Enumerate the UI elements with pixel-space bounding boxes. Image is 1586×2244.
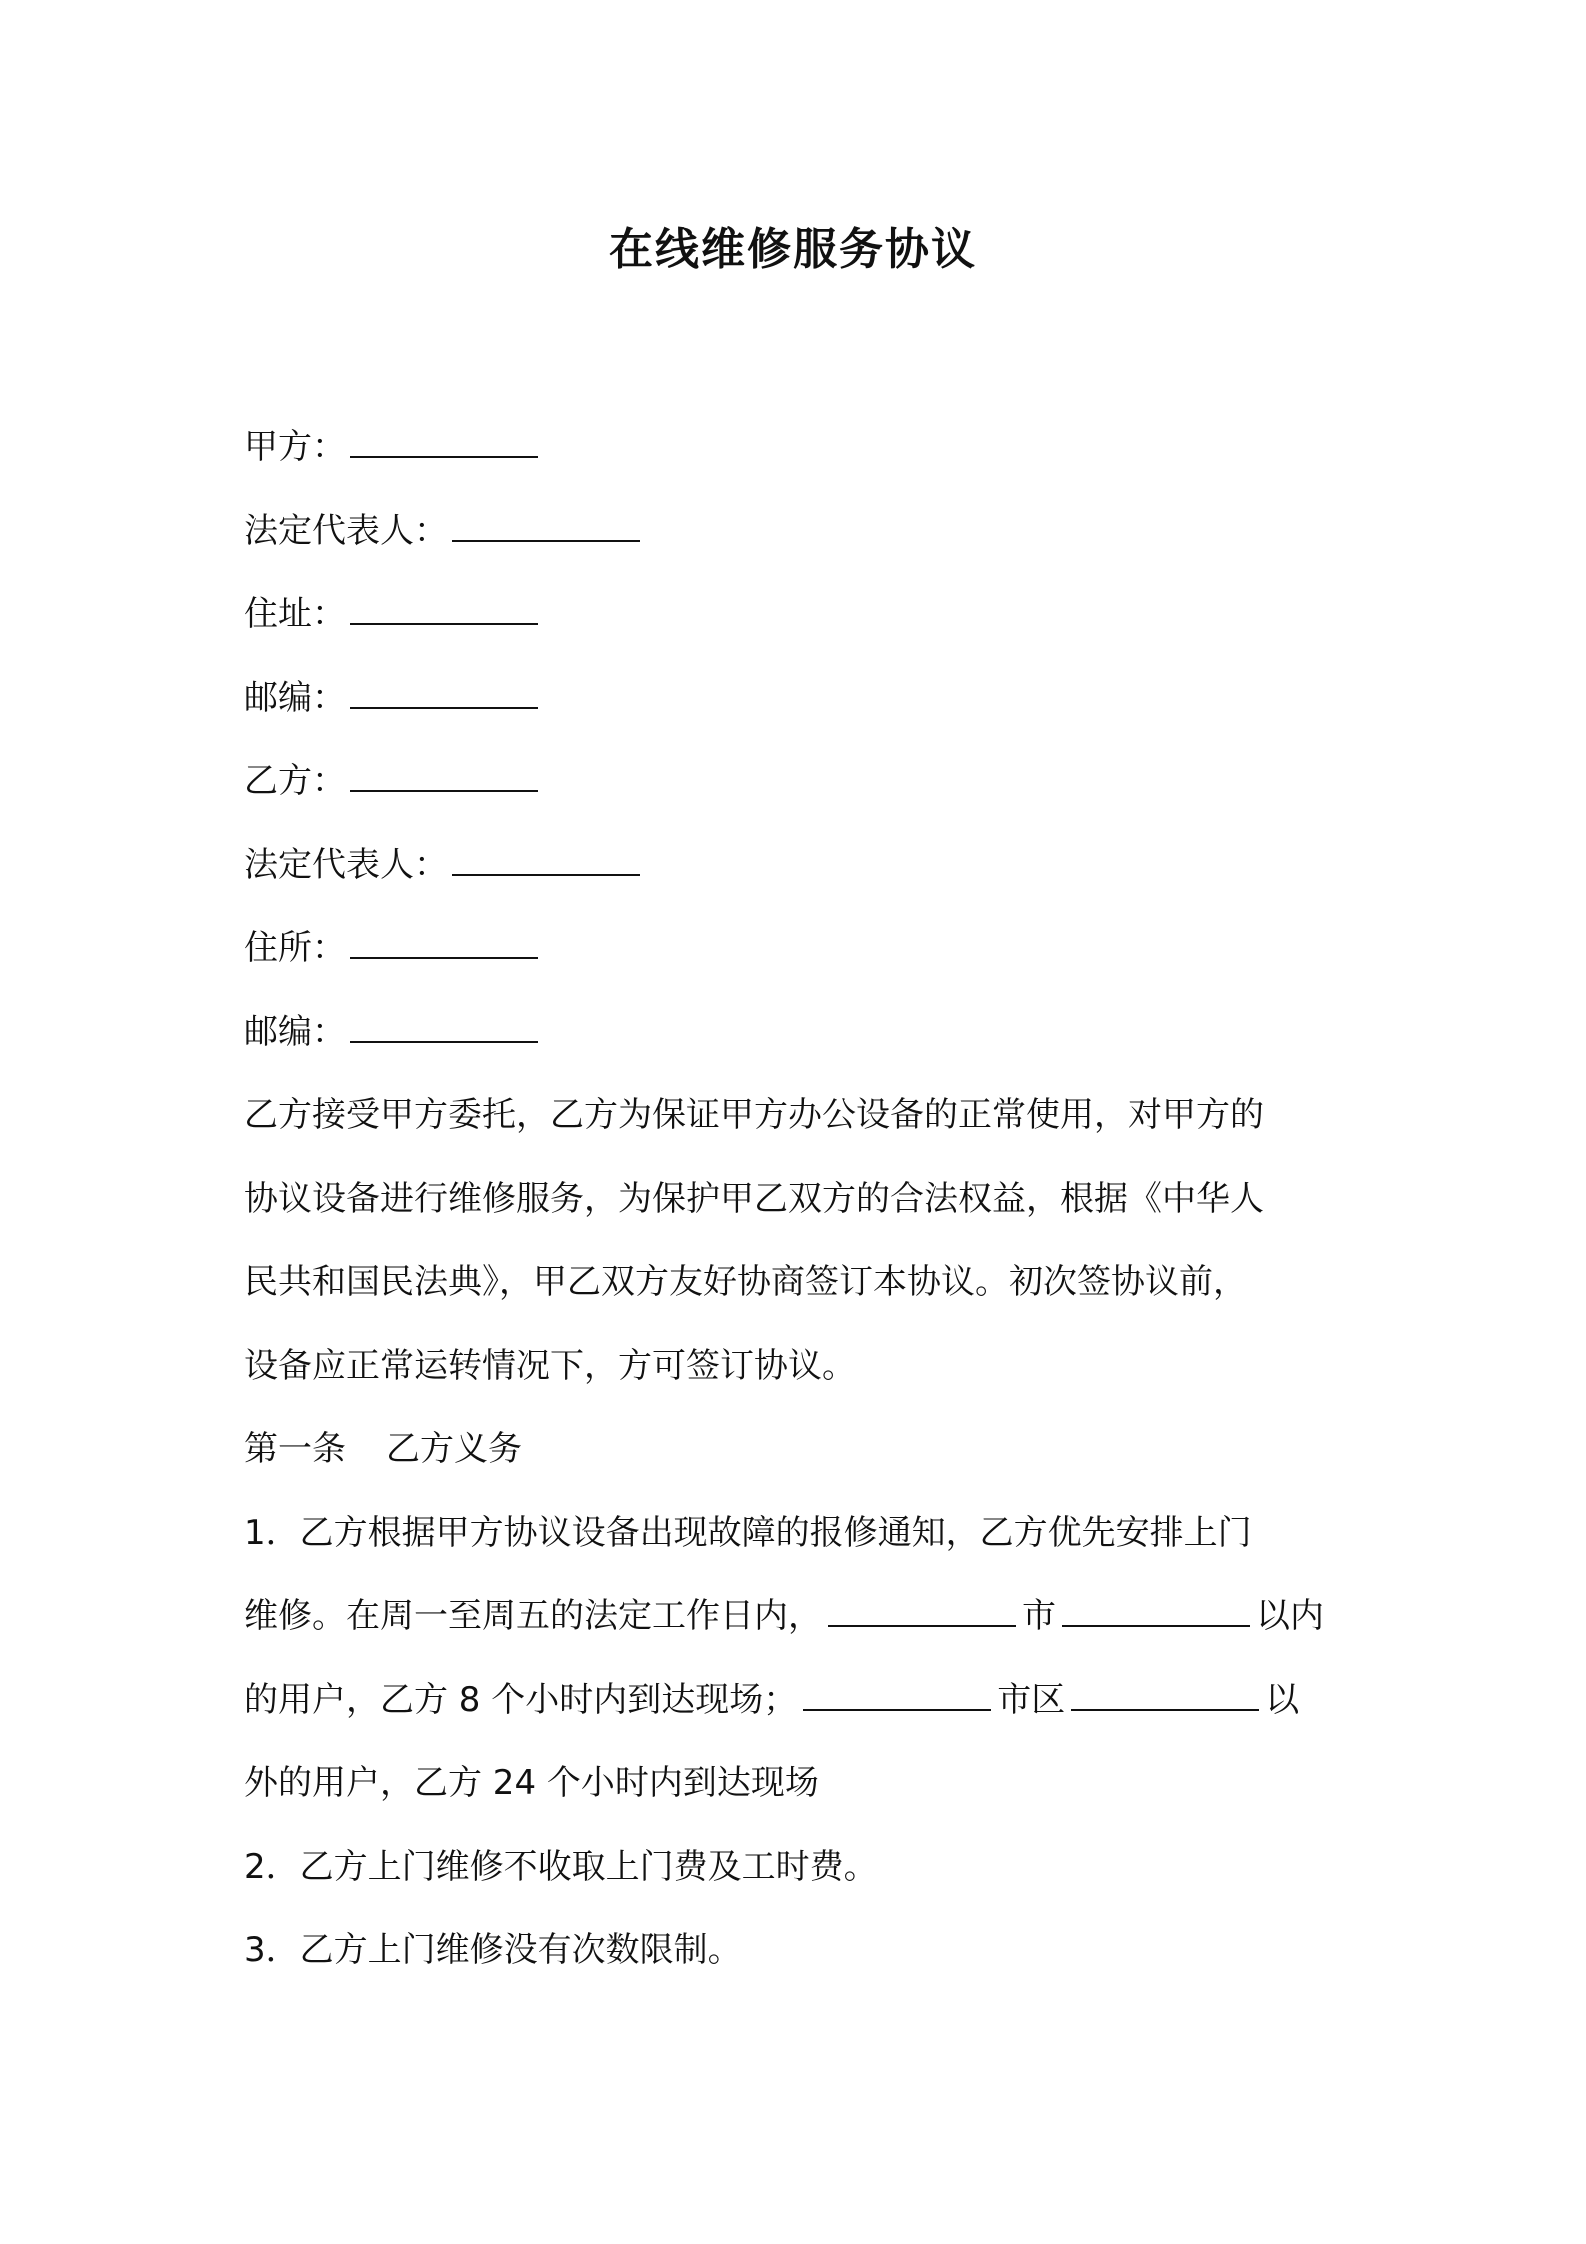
- field-label: 住址：: [244, 594, 346, 634]
- party-b-residence-field: [244, 907, 1354, 991]
- party-b-representative-field: [244, 824, 1354, 908]
- blank-line: [452, 834, 640, 876]
- blank-line: [350, 667, 538, 709]
- blank-line: [350, 416, 538, 458]
- intro-paragraph-line: 民共和国民法典》，甲乙双方友好协商签订本协议。初次签协议前，: [244, 1262, 1247, 1302]
- party-b-postcode-field: [244, 991, 1354, 1075]
- blank-line: [828, 1585, 1016, 1627]
- intro-paragraph-line: 乙方接受甲方委托，乙方为保证甲方办公设备的正常使用，对甲方的: [244, 1095, 1264, 1135]
- clause-text: 以: [1265, 1679, 1300, 1720]
- clause-1-line: 外的用户，乙方 24 个小时内到达现场: [244, 1763, 819, 1803]
- blank-line: [452, 500, 640, 542]
- clause-text: 的用户，乙方 8 个小时内到达现场；: [244, 1679, 798, 1720]
- document-title: 在线维修服务协议: [609, 224, 977, 275]
- clause-text: 维修。在周一至周五的法定工作日内，: [244, 1596, 822, 1636]
- field-label: 乙方：: [244, 761, 346, 801]
- party-a-representative-field: [244, 490, 1354, 574]
- clause-text: 市: [1022, 1596, 1056, 1636]
- blank-line: [1071, 1669, 1259, 1711]
- field-label: 法定代表人：: [244, 844, 448, 885]
- intro-paragraph-line: 设备应正常运转情况下，方可签订协议。: [244, 1345, 856, 1386]
- field-label: 法定代表人：: [244, 510, 448, 551]
- field-label: 甲方：: [244, 427, 346, 467]
- clause-text: 市区: [997, 1679, 1066, 1720]
- clause-3: 3．乙方上门维修没有次数限制。: [244, 1930, 742, 1970]
- party-a-address-field: [244, 573, 1354, 657]
- party-b-field: [244, 740, 1354, 824]
- clause-1-line: 1．乙方根据甲方协议设备出现故障的报修通知，乙方优先安排上门: [244, 1512, 1252, 1553]
- clause-1-line: [244, 1575, 1354, 1659]
- clause-text: 以内: [1256, 1596, 1324, 1636]
- article-heading: [244, 1408, 1354, 1492]
- article-number: 第一条: [244, 1429, 346, 1469]
- field-label: 住所：: [244, 928, 346, 968]
- blank-line: [803, 1669, 991, 1711]
- blank-line: [1062, 1585, 1250, 1627]
- clause-1-line: [244, 1659, 1354, 1743]
- field-label: 邮编：: [244, 1011, 346, 1052]
- document-body: [244, 406, 1354, 1993]
- article-title: 乙方义务: [386, 1429, 522, 1469]
- intro-paragraph-line: 协议设备进行维修服务，为保护甲乙双方的合法权益，根据《中华人: [244, 1178, 1264, 1219]
- clause-2: 2．乙方上门维修不收取上门费及工时费。: [244, 1846, 878, 1887]
- blank-line: [350, 1001, 538, 1043]
- blank-line: [350, 583, 538, 625]
- blank-line: [350, 917, 538, 959]
- party-a-field: [244, 406, 1354, 490]
- blank-line: [350, 750, 538, 792]
- field-label: 邮编：: [244, 677, 346, 718]
- party-a-postcode-field: [244, 657, 1354, 741]
